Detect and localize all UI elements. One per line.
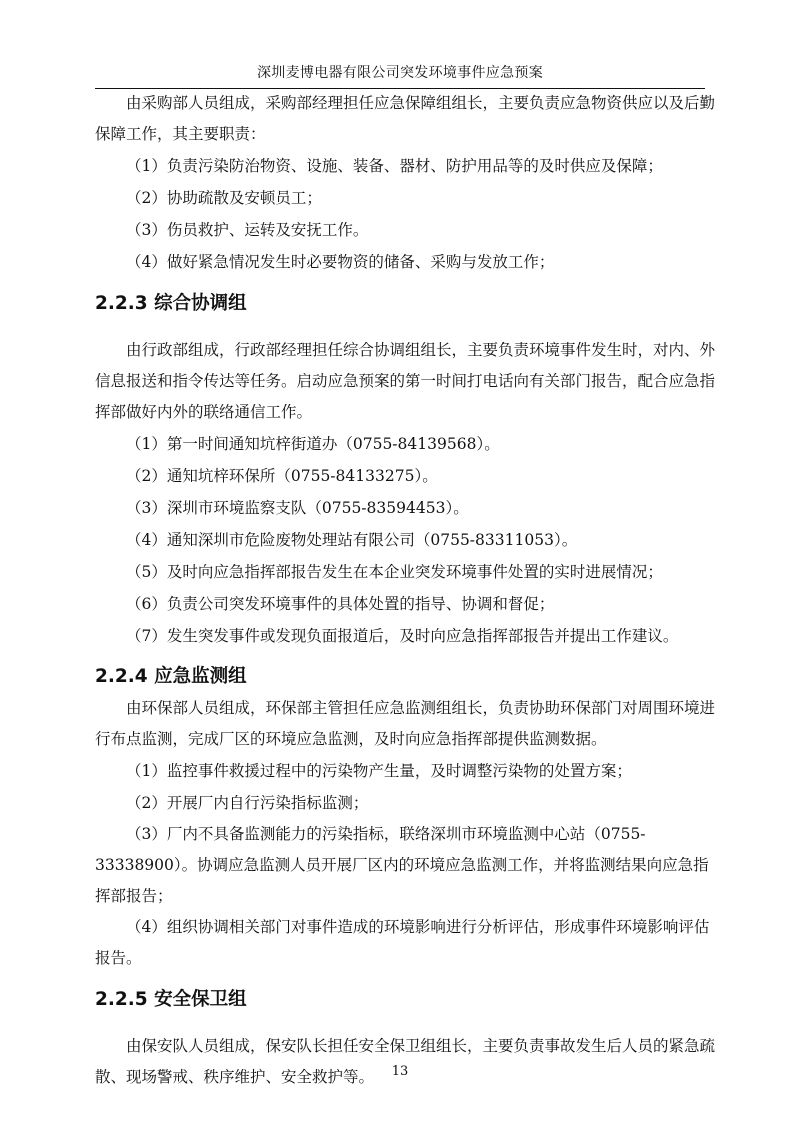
list-item: （7）发生突发事件或发现负面报道后，及时向应急指挥部报告并提出工作建议。 [126,627,679,645]
section-paragraph: 由保安队人员组成，保安队长担任安全保卫组组长，主要负责事故发生后人员的紧急疏散、现场警戒、秩序维护、安全救护等。 [95,1037,716,1086]
list-item: （2）通知坑梓环保所（0755-84133275）。 [126,467,438,485]
page-content [95,88,715,1093]
section-heading-2-2-5: 2.2.5 安全保卫组 [95,989,247,1010]
list-item: （3）深圳市环境监察支队（0755-83594453）。 [126,499,469,517]
section-heading-2-2-3: 2.2.3 综合协调组 [95,293,247,314]
section-paragraph: 由行政部组成，行政部经理担任综合协调组组长，主要负责环境事件发生时，对内、外信息报送和指令传达等任务。启动应急预案的第一时间打电话向有关部门报告，配合应急指挥部做好内外的联络通信工作。 [95,341,716,421]
list-item-wrapped: （4）组织协调相关部门对事件造成的环境影响进行分析评估，形成事件环境影响评估报告。 [95,918,710,967]
list-item: （3）伤员救护、运转及安抚工作。 [126,221,369,239]
list-item: （2）协助疏散及安顿员工； [126,189,322,207]
list-item: （4）做好紧急情况发生时必要物资的储备、采购与发放工作； [126,253,555,271]
list-item: （1）负责污染防治物资、设施、装备、器材、防护用品等的及时供应及保障； [126,157,663,175]
list-item: （1）第一时间通知坑梓街道办（0755-84139568）。 [126,435,500,453]
list-item: （1）监控事件救援过程中的污染物产生量，及时调整污染物的处置方案； [126,762,632,780]
section-paragraph: 由环保部人员组成，环保部主管担任应急监测组组长，负责协助环保部门对周围环境进行布点监测，完成厂区的环境应急监测，及时向应急指挥部提供监测数据。 [95,699,716,748]
page-number: 13 [391,1064,409,1079]
list-item: （5）及时向应急指挥部报告发生在本企业突发环境事件处置的实时进展情况； [126,563,663,581]
list-item: （6）负责公司突发环境事件的具体处置的指导、协调和督促； [126,595,555,613]
list-item-wrapped: （3）厂内不具备监测能力的污染指标，联络深圳市环境监测中心站（0755-33338900）。协调应急监测人员开展厂区内的环境应急监测工作，并将监测结果向应急指挥部报告； [95,825,709,905]
intro-paragraph: 由采购部人员组成，采购部经理担任应急保障组组长，主要负责应急物资供应以及后勤保障工作，其主要职责： [95,94,716,143]
document-header: 深圳麦博电器有限公司突发环境事件应急预案 [257,65,543,81]
list-item: （2）开展厂内自行污染指标监测； [126,794,369,812]
list-item: （4）通知深圳市危险废物处理站有限公司（0755-83311053）。 [126,531,578,549]
section-heading-2-2-4: 2.2.4 应急监测组 [95,666,247,687]
